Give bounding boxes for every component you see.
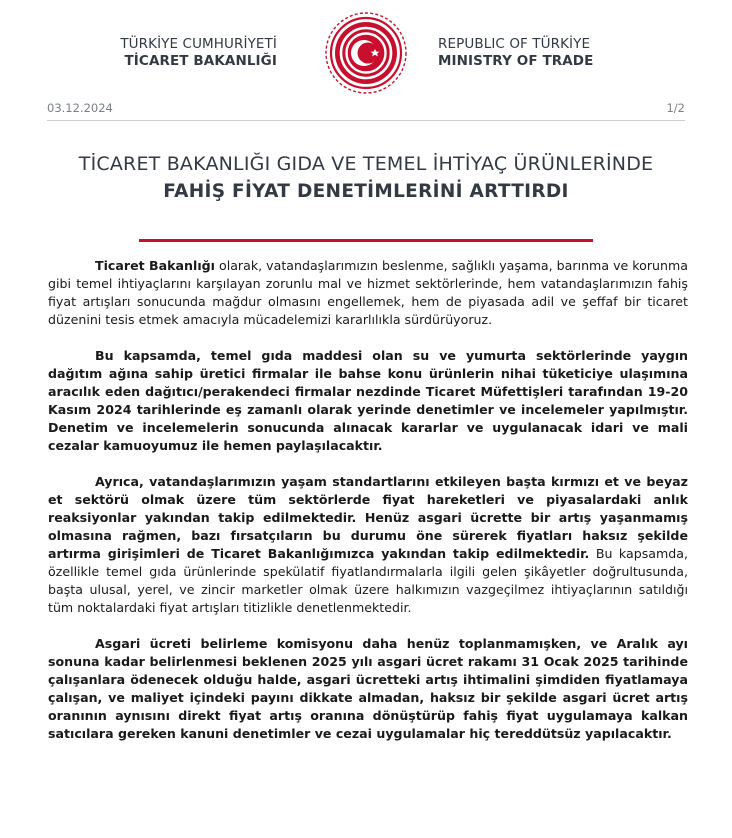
letterhead-ministry-tr: TİCARET BAKANLIĞI	[124, 53, 277, 69]
paragraph-4: Asgari ücreti belirleme komisyonu daha henüz toplanmamışken, ve Aralık ayı sonuna kadar belirlenmesi beklenen 2025 yılı asgari ücret rakamı 31 Ocak 2025 tarihinde çalışanlara ödenecek olduğu halde, asgari ücretteki artış ihtimalini şimdiden fiyatlamaya çalışan, ve maliyet içindeki payını dikkate almadan, haksız bir şekilde asgari ücret artış oranının aynısını direkt fiyat artış oranına dönüştürüp fahiş fiyat uygulamaya kalkan satıcılara gereken kanuni denetimler ve cezai uygulamalar hiç tereddütsüz yapılacaktır.	[48, 636, 688, 741]
document-meta	[47, 101, 685, 117]
letterhead-republic-tr: TÜRKİYE CUMHURİYETİ	[120, 36, 277, 52]
letterhead-ministry-en: MINISTRY OF TRADE	[438, 53, 594, 69]
letterhead-turkish	[120, 36, 277, 70]
letterhead	[0, 0, 732, 100]
paragraph-3	[48, 473, 688, 617]
document-date: 03.12.2024	[47, 101, 113, 115]
paragraph-2: Bu kapsamda, temel gıda maddesi olan su ve yumurta sektörlerinde yaygın dağıtım ağına sahip üretici firmalar ile bahse konu ürünlerin nihai tüketiciye ulaşımına aracılık eden dağıtıcı/perakendeci firmalar nezdinde Ticaret Müfettişleri tarafından 19-20 Kasım 2024 tarihlerinde eş zamanlı olarak yerinde denetimler ve incelemeler yapılmıştır. Denetim ve incelemelerin sonucunda alınacak kararlar ve uygulanacak idari ve mali cezalar kamuoyumuz ile hemen paylaşılacaktır.	[48, 348, 688, 453]
headline-line-2: FAHİŞ FİYAT DENETİMLERİNİ ARTTIRDI	[163, 181, 569, 202]
headline-underline	[139, 239, 593, 242]
page-number: 1/2	[666, 101, 685, 115]
ministry-name-bold: Ticaret Bakanlığı	[95, 258, 215, 273]
paragraph-1	[48, 257, 688, 329]
headline-line-1: TİCARET BAKANLIĞI GIDA VE TEMEL İHTİYAÇ ÜRÜNLERİNDE	[78, 153, 654, 175]
paragraph-3-text: Bu kapsamda, özellikle temel gıda ürünlerinde spekülatif fiyatlandırmalarla ilgili gelen şikâyetler doğrultusunda, başta ulusal, yerel, ve zincir marketler olmak üzere halkımızın vazgeçilmez ihtiyaçlarının satıldığı tüm noktalardaki fiyat artışları titizlikle denetlenmektedir.	[48, 546, 688, 615]
press-release-body	[48, 257, 688, 761]
paragraph-3-bold: Ayrıca, vatandaşlarımızın yaşam standartlarını etkileyen başta kırmızı et ve beyaz et sektörü olmak üzere tüm sektörlerde fiyat hareketleri ve piyasalardaki anlık reaksiyonlar yakından takip edilmektedir. Henüz asgari ücrette bir artış yaşanmamış olmasına rağmen, bazı fırsatçıların bu durumu öne sürerek fiyatları haksız şekilde artırma girişimleri de Ticaret Bakanlığımızca yakından takip edilmektedir.	[48, 474, 688, 561]
letterhead-english	[438, 36, 593, 70]
paragraph-1-text: olarak, vatandaşlarımızın beslenme, sağlıklı yaşama, barınma ve korunma gibi temel ihtiyaçlarını karşılayan zorunlu mal ve hizmet sektörlerinde, hem vatandaşlarımızın fahiş fiyat artışları sonucunda mağdur olmasını engellemek, hem de piyasada adil ve şeffaf bir ticaret düzenini tesis etmek amacıyla mücadelemizi kararlılıkla sürdürüyoruz.	[48, 258, 688, 327]
header-divider	[47, 120, 685, 121]
letterhead-republic-en: REPUBLIC OF TÜRKİYE	[438, 36, 591, 52]
ministry-emblem-icon	[312, 10, 420, 96]
